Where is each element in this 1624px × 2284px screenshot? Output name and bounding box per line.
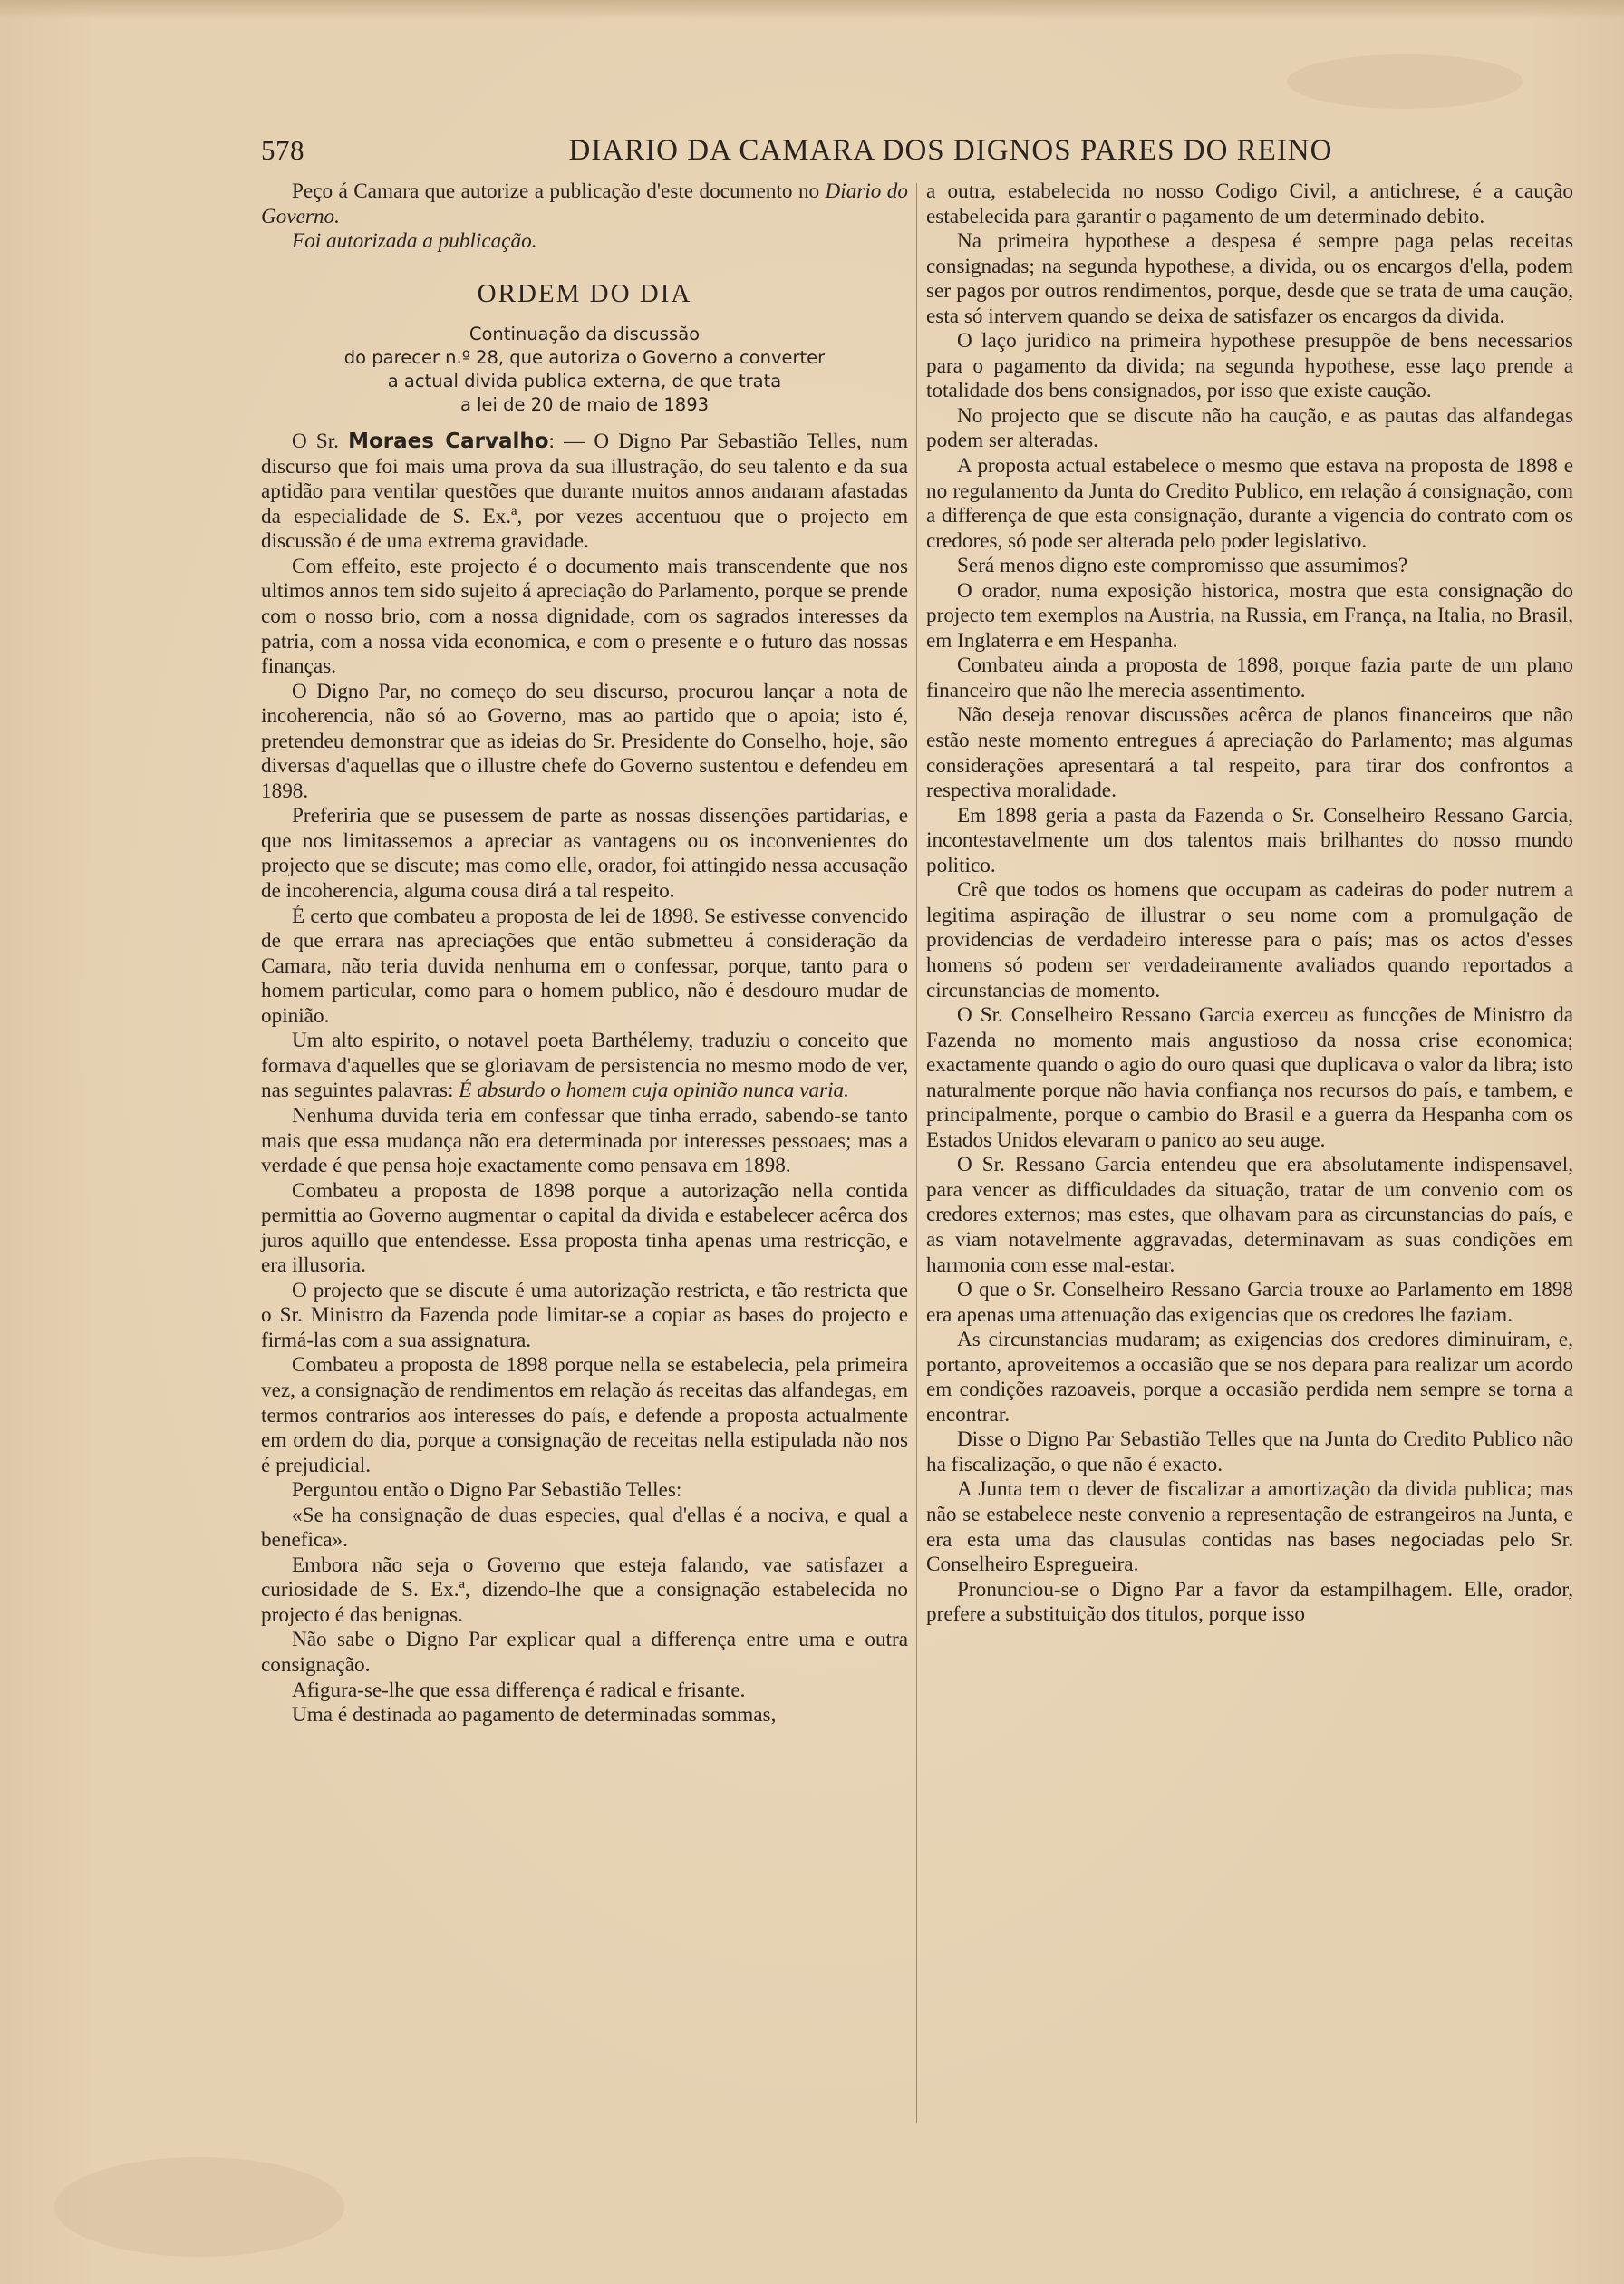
paragraph: Não deseja renovar discussões acêrca de planos financeiros que não estão neste momento entregues á apreciação do Parlamento; mas algumas considerações apresentará a tal respeito, para tirar dos confrontos a respectiva moralidade. (926, 703, 1573, 803)
paragraph: Nenhuma duvida teria em confessar que tinha errado, sabendo-se tanto mais que essa mudança não era determinada por interesses pessoaes; mas a verdade é que pensa hoje exactamente como pensava em 1898. (261, 1103, 908, 1178)
paragraph: Combateu a proposta de 1898 porque a autorização nella contida permittia ao Governo augmentar o capital da divida e estabelecer acêrca dos juros aquillo que entendesse. Essa proposta tinha apenas uma restricção, e era illusoria. (261, 1178, 908, 1278)
paragraph: a outra, estabelecida no nosso Codigo Civil, a antichrese, é a caução estabelecida para garantir o pagamento de um determinado debito. (926, 179, 1573, 228)
paragraph: Foi autorizada a publicação. (292, 229, 537, 254)
paragraph: Não sabe o Digno Par explicar qual a differença entre uma e outra consignação. (261, 1628, 908, 1677)
paragraph: O Sr. Conselheiro Ressano Garcia exerceu as funcções de Ministro da Fazenda no momento mais angustioso da nossa crise economica; exactamente quando o agio do ouro quasi que duplicava o valor da libra; isto naturalmente porque não havia confiança nos recursos do país, e tambem, e principalmente, porque o cambio do Brasil e a guerra da Hespanha com os Estados Unidos elevaram o panico ao seu auge. (926, 1003, 1573, 1152)
paragraph: As circunstancias mudaram; as exigencias dos credores diminuiram, e, portanto, aproveitemos a occasião que se nos depara para realizar um acordo em condições razoaveis, porque a occasião perdida nem sempre se torna a encontrar. (926, 1328, 1573, 1427)
paragraph: Preferiria que se pusessem de parte as nossas dissenções partidarias, e que nos limitassemos a apreciar as vantagens ou os inconvenientes do projecto que se discute; mas como elle, orador, foi attingido nessa accusação de incoherencia, alguma cousa dirá a tal respeito. (261, 804, 908, 904)
paragraph: Combateu ainda a proposta de 1898, porque fazia parte de um plano financeiro que não lhe merecia assentimento. (926, 653, 1573, 702)
paragraph: Uma é destinada ao pagamento de determinadas sommas, (292, 1703, 777, 1728)
left-column (261, 179, 908, 1728)
section-title: ORDEM DO DIA (477, 278, 692, 308)
paragraph: Perguntou então o Digno Par Sebastião Telles: (292, 1478, 682, 1503)
column-divider (916, 183, 917, 2123)
paper-top-edge (0, 0, 1624, 20)
paragraph: O projecto que se discute é uma autorização restricta, e tão restricta que o Sr. Ministro da Fazenda pode limitar-se a copiar as bases do projecto e firmá-las com a sua assignatura. (261, 1278, 908, 1352)
paragraph: Crê que todos os homens que occupam as cadeiras do poder nutrem a legitima aspiração de illustrar o seu nome com a promulgação de providencias de verdadeiro interesse para o país; mas os actos d'esses homens só podem ser verdadeiramente avaliados quando reportados a circunstancias de momento. (926, 878, 1573, 1002)
running-title: DIARIO DA CAMARA DOS DIGNOS PARES DO REINO (568, 134, 1333, 167)
paragraph: No projecto que se discute não ha caução, e as pautas das alfandegas podem ser alteradas. (926, 403, 1573, 453)
paragraph: Um alto espirito, o notavel poeta Barthélemy, traduziu o conceito que formava d'aquelles que se gloriavam de persistencia no mesmo modo de ver, nas seguintes palavras: É absurdo o homem cuja opinião nunca varia. (261, 1029, 908, 1103)
right-column (926, 179, 1573, 1628)
paragraph: Embora não seja o Governo que esteja falando, vae satisfazer a curiosidade de S. Ex.ª, dizendo-lhe que a consignação estabelecida no projecto é das benignas. (261, 1553, 908, 1627)
speech-opening: O Sr. Moraes Carvalho: — O Digno Par Sebastião Telles, num discurso que foi mais uma prova da sua illustração, do seu talento e da sua aptidão para ventilar questões que durante muitos annos andaram afastadas da especialidade de S. Ex.ª, por vezes accentuou que o projecto em discussão é de uma extrema gravidade. (261, 430, 908, 554)
paragraph: A Junta tem o dever de fiscalizar a amortização da divida publica; mas não se estabelece neste convenio a representação de estrangeiros na Junta, e era esta uma das clausulas contidas nas bases negociadas pelo Sr. Conselheiro Espregueira. (926, 1477, 1573, 1577)
paragraph: Combateu a proposta de 1898 porque nella se estabelecia, pela primeira vez, a consignação de rendimentos em relação ás receitas das alfandegas, em termos contrarios aos interesses do país, e defende a proposta actualmente em ordem do dia, porque a consignação de receitas nella estipulada não nos é prejudicial. (261, 1353, 908, 1477)
paragraph: O laço juridico na primeira hypothese presuppõe de bens necessarios para o pagamento da divida; na segunda hypothese, esse laço prende a totalidade dos bens consignados, por isso que existe caução. (926, 329, 1573, 403)
page-number: 578 (261, 134, 304, 166)
paragraph: O orador, numa exposição historica, mostra que esta consignação do projecto tem exemplos na Austria, na Russia, em França, na Italia, no Brasil, em Inglaterra e em Hespanha. (926, 578, 1573, 653)
quotation: É absurdo o homem cuja opinião nunca varia. (459, 1079, 849, 1103)
paragraph: O Sr. Ressano Garcia entendeu que era absolutamente indispensavel, para vencer as difficuldades da situação, tratar de um convenio com os credores externos; mas estes, que olhavam para as circunstancias do país, e as viam notavelmente aggravadas, determinavam as suas condições em harmonia com esse mal-estar. (926, 1153, 1573, 1277)
page-header (261, 134, 1559, 174)
speaker-name: Moraes Carvalho (348, 430, 549, 454)
paragraph: Disse o Digno Par Sebastião Telles que na Junta do Credito Publico não ha fiscalização, o que não é exacto. (926, 1428, 1573, 1476)
quotation: «Se ha consignação de duas especies, qual d'ellas é a nociva, e qual a benefica». (261, 1503, 908, 1553)
paragraph: Com effeito, este projecto é o documento mais transcendente que nos ultimos annos tem sido sujeito á apreciação do Parlamento, porque se prende com o nosso brio, com a nossa dignidade, com os sagrados interesses da patria, com a nossa vida economica, e com o presente e o futuro das nossas finanças. (261, 554, 908, 679)
paragraph: O que o Sr. Conselheiro Ressano Garcia trouxe ao Parlamento em 1898 era apenas uma attenuação das exigencias que os credores lhe faziam. (926, 1278, 1573, 1327)
paragraph: Será menos digno este compromisso que assumimos? (957, 554, 1408, 578)
section-subheading: Continuação da discussão do parecer n.º 28, que autoriza o Governo a converter a actual divida publica externa, de que trata a lei de 20 de maio de 1893 (343, 324, 826, 416)
paragraph: A proposta actual estabelece o mesmo que estava na proposta de 1898 e no regulamento da Junta do Credito Publico, em relação á consignação, com a differença de que esta consignação, durante a vigencia do contrato com os credores, só pode ser alterada pelo poder legislativo. (926, 454, 1573, 553)
paragraph: Peço á Camara que autorize a publicação d'este documento no Diario do Governo. (261, 179, 908, 228)
paragraph: É certo que combateu a proposta de lei de 1898. Se estivesse convencido de que errara nas apreciações que então submetteu á consideração da Camara, não teria duvida nenhuma em o confessar, porque, tanto para o homem particular, como para o homem publico, não é desdouro mudar de opinião. (261, 904, 908, 1028)
paragraph: Afigura-se-lhe que essa differença é radical e frisante. (292, 1678, 746, 1702)
paragraph: Na primeira hypothese a despesa é sempre paga pelas receitas consignadas; na segunda hypothese, a divida, ou os encargos d'ella, podem ser pagos por outros rendimentos, porque, desde que se trata de uma caução, esta só intervem quando se deixa de satisfazer os encargos da divida. (926, 229, 1573, 328)
paragraph: O Digno Par, no começo do seu discurso, procurou lançar a nota de incoherencia, não só ao Governo, mas ao partido que o apoia; isto é, pretendeu demonstrar que as ideias do Sr. Presidente do Conselho, hoje, são diversas d'aquellas que o illustre chefe do Governo sustentou e defendeu em 1898. (261, 679, 908, 803)
paragraph: Pronunciou-se o Digno Par a favor da estampilhagem. Elle, orador, prefere a substituição dos titulos, porque isso (926, 1577, 1573, 1627)
paragraph: Em 1898 geria a pasta da Fazenda o Sr. Conselheiro Ressano Garcia, incontestavelmente um dos talentos mais brilhantes do nosso mundo politico. (926, 803, 1573, 877)
